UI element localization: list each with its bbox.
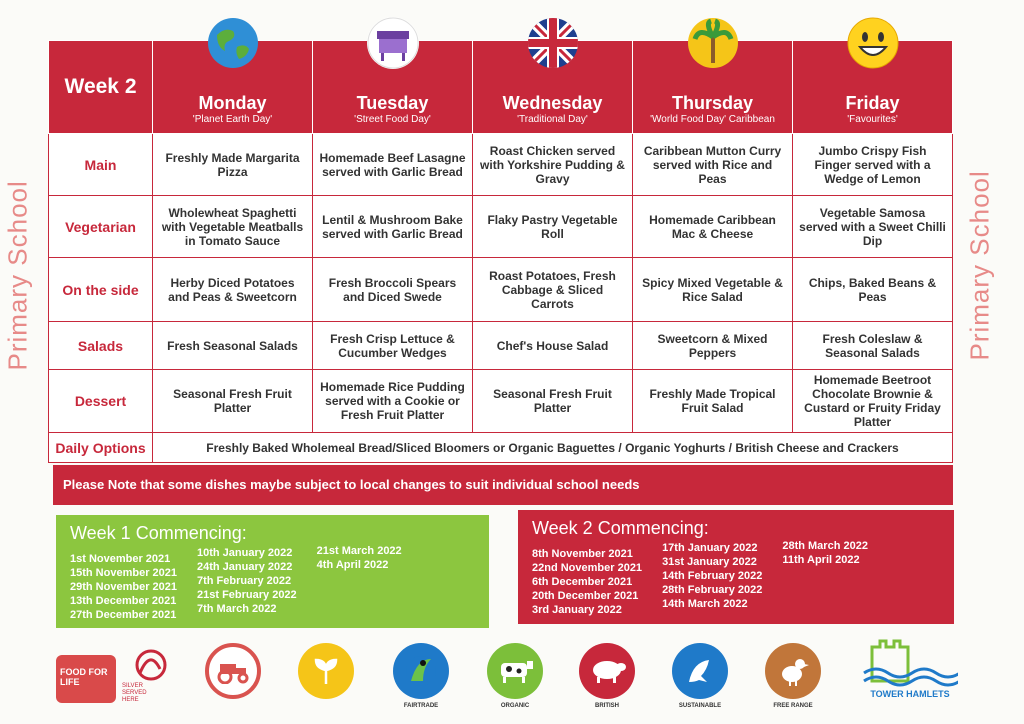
- menu-cell: Fresh Coleslaw & Seasonal Salads: [793, 322, 953, 370]
- menu-cell: Freshly Made Tropical Fruit Salad: [633, 370, 793, 433]
- date-item: 17th January 2022: [662, 542, 758, 554]
- menu-cell: Homemade Rice Pudding served with a Cookie or Fresh Fruit Platter: [313, 370, 473, 433]
- menu-cell: Spicy Mixed Vegetable & Rice Salad: [633, 258, 793, 322]
- week1-col2: [197, 546, 297, 622]
- day-theme: 'Street Food Day': [354, 114, 431, 125]
- menu-cell: Seasonal Fresh Fruit Platter: [153, 370, 313, 433]
- menu-cell: Seasonal Fresh Fruit Platter: [473, 370, 633, 433]
- date-item: 29th November 2021: [70, 581, 177, 593]
- menu-cell: Fresh Crisp Lettuce & Cucumber Wedges: [313, 322, 473, 370]
- week2-col2: [662, 541, 762, 617]
- day-header-wednesday: [473, 41, 633, 134]
- daily-options-text: Freshly Baked Wholemeal Bread/Sliced Bloomers or Organic Baguettes / Organic Yoghurts / British Cheese and Crackers: [153, 433, 953, 463]
- table-row-dessert: [49, 370, 953, 433]
- food-for-life-text: FOOD FOR LIFE: [60, 667, 108, 687]
- sustainable-label: SUSTAINABLE: [678, 703, 722, 709]
- smiley-icon: [847, 17, 899, 69]
- menu-cell: Jumbo Crispy Fish Finger served with a Wedge of Lemon: [793, 134, 953, 196]
- menu-cell: Vegetable Samosa served with a Sweet Chilli Dip: [793, 196, 953, 258]
- menu-cell: Homemade Beetroot Chocolate Brownie & Custard or Fruity Friday Platter: [793, 370, 953, 433]
- tractor-icon: [205, 643, 261, 699]
- date-item: 28th February 2022: [662, 584, 763, 596]
- sheep-icon: [579, 643, 635, 699]
- menu-cell: Wholewheat Spaghetti with Vegetable Meatballs in Tomato Sauce: [153, 196, 313, 258]
- british-label: BRITISH: [595, 703, 619, 709]
- menu-cell: Homemade Beef Lasagne served with Garlic Bread: [313, 134, 473, 196]
- week2-col3: [782, 539, 868, 617]
- seedling-icon: [298, 643, 354, 699]
- date-item: 10th January 2022: [197, 547, 293, 559]
- day-theme: 'Favourites': [847, 114, 898, 125]
- date-item: 28th March 2022: [782, 540, 868, 552]
- cow-icon: [487, 643, 543, 699]
- date-item: 15th November 2021: [70, 567, 177, 579]
- menu-cell: Lentil & Mushroom Bake served with Garlic Bread: [313, 196, 473, 258]
- date-item: 7th February 2022: [197, 575, 292, 587]
- menu-cell: Chef's House Salad: [473, 322, 633, 370]
- row-label: Salads: [49, 322, 153, 370]
- tower-hamlets-text: TOWER HAMLETS: [870, 689, 950, 699]
- row-label: Vegetarian: [49, 196, 153, 258]
- date-item: 7th March 2022: [197, 603, 277, 615]
- day-header-friday: [793, 41, 953, 134]
- menu-cell: Caribbean Mutton Curry served with Rice and Peas: [633, 134, 793, 196]
- fish-icon: [672, 643, 728, 699]
- week2-title: Week 2 Commencing:: [532, 518, 709, 538]
- menu-cell: Fresh Broccoli Spears and Diced Swede: [313, 258, 473, 322]
- day-header-tuesday: [313, 41, 473, 134]
- menu-cell: Sweetcorn & Mixed Peppers: [633, 322, 793, 370]
- row-label: Daily Options: [49, 433, 153, 463]
- side-label-left: Primary School: [2, 180, 33, 371]
- week-label: Week 2: [49, 41, 153, 134]
- week1-title: Week 1 Commencing:: [70, 523, 247, 543]
- row-label: Main: [49, 134, 153, 196]
- food-for-life-logo: [56, 645, 168, 705]
- week1-box: [56, 515, 489, 628]
- date-item: 1st November 2021: [70, 553, 171, 565]
- silver-text: SILVER SERVED HERE: [122, 683, 147, 703]
- menu-grid: [48, 40, 953, 463]
- menu-cell: Homemade Caribbean Mac & Cheese: [633, 196, 793, 258]
- palm-tree-icon: [687, 17, 739, 69]
- logo-strip: [0, 635, 1024, 724]
- week1-col3: [317, 544, 402, 622]
- fairtrade-label: FAIRTRADE: [403, 703, 439, 709]
- date-item: 4th April 2022: [316, 559, 389, 571]
- menu-table: [48, 40, 953, 463]
- food-stall-icon: [367, 17, 419, 69]
- day-theme: 'World Food Day' Caribbean: [650, 114, 775, 125]
- row-label: Dessert: [49, 370, 153, 433]
- table-row-vegetarian: [49, 196, 953, 258]
- date-item: 24th January 2022: [197, 561, 293, 573]
- date-item: 6th December 2021: [532, 576, 633, 588]
- day-name: Tuesday: [356, 93, 429, 113]
- day-name: Thursday: [671, 93, 754, 113]
- week2-box: [518, 510, 954, 624]
- date-item: 14th March 2022: [662, 598, 748, 610]
- table-row-main: [49, 134, 953, 196]
- date-item: 21st February 2022: [197, 589, 297, 601]
- menu-cell: Roast Potatoes, Fresh Cabbage & Sliced Carrots: [473, 258, 633, 322]
- globe-icon: [207, 17, 259, 69]
- chicken-icon: [765, 643, 821, 699]
- tower-hamlets-logo: [862, 637, 958, 701]
- side-label-right: Primary School: [964, 170, 995, 361]
- menu-cell: Roast Chicken served with Yorkshire Pudding & Gravy: [473, 134, 633, 196]
- table-row-salads: [49, 322, 953, 370]
- menu-cell: Freshly Made Margarita Pizza: [153, 134, 313, 196]
- date-item: 27th December 2021: [70, 609, 177, 621]
- menu-cell: Chips, Baked Beans & Peas: [793, 258, 953, 322]
- fairtrade-icon: [393, 643, 449, 699]
- date-item: 22nd November 2021: [532, 562, 643, 574]
- day-theme: 'Planet Earth Day': [192, 114, 273, 125]
- organic-label: ORGANIC: [500, 703, 530, 709]
- day-name: Wednesday: [502, 93, 603, 113]
- date-item: 21st March 2022: [316, 545, 402, 557]
- table-row-on-the-side: [49, 258, 953, 322]
- date-item: 11th April 2022: [782, 554, 860, 566]
- note-banner: Please Note that some dishes maybe subject to local changes to suit individual school needs: [53, 465, 953, 505]
- menu-cell: Herby Diced Potatoes and Peas & Sweetcorn: [153, 258, 313, 322]
- day-name: Monday: [198, 93, 267, 113]
- table-row-daily-options: [49, 433, 953, 463]
- date-item: 13th December 2021: [70, 595, 177, 607]
- day-name: Friday: [845, 93, 900, 113]
- date-item: 8th November 2021: [532, 548, 633, 560]
- day-header-monday: [153, 41, 313, 134]
- week1-col1: [70, 552, 177, 622]
- date-item: 20th December 2021: [532, 590, 639, 602]
- union-jack-icon: [527, 17, 579, 69]
- free-range-label: FREE RANGE: [773, 703, 813, 709]
- week2-col1: [532, 547, 642, 617]
- day-theme: 'Traditional Day': [517, 114, 588, 125]
- menu-cell: Fresh Seasonal Salads: [153, 322, 313, 370]
- date-item: 3rd January 2022: [532, 604, 622, 616]
- menu-cell: Flaky Pastry Vegetable Roll: [473, 196, 633, 258]
- date-item: 31st January 2022: [662, 556, 757, 568]
- day-header-thursday: [633, 41, 793, 134]
- row-label: On the side: [49, 258, 153, 322]
- date-item: 14th February 2022: [662, 570, 763, 582]
